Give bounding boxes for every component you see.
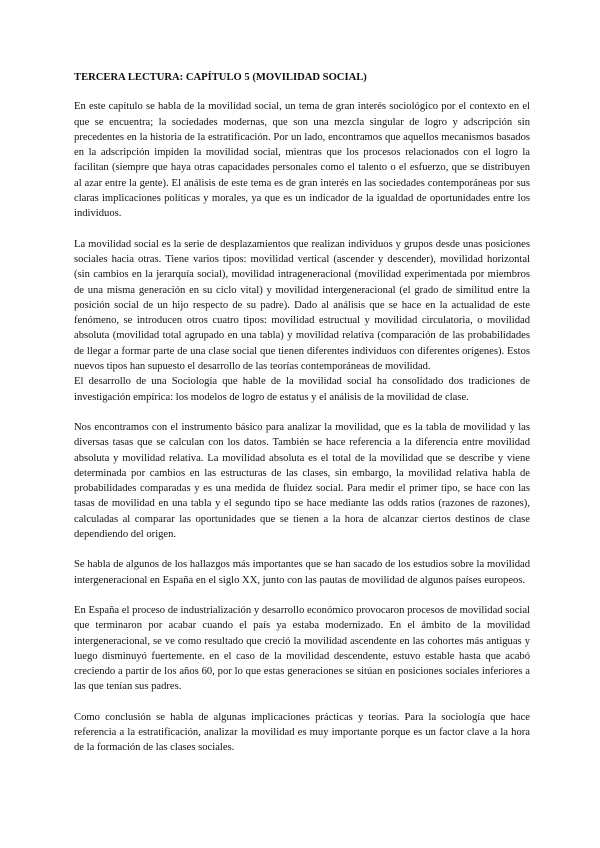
document-title: TERCERA LECTURA: CAPÍTULO 5 (MOVILIDAD SOCIAL): [74, 72, 367, 83]
paragraph-mobility-table: Nos encontramos con el instrumento básico para analizar la movilidad, que es la tabla de movilidad y las diversas tasas que se calculan con los datos. También se hace referencia a la diferencia entre movilidad absoluta y movilidad relativa. La movilidad absoluta es el total de la movilidad que se describe y viene determinada por cambios en las estructuras de las clases, sin embargo, la movilidad relativa habla de probabilidades comparadas y es una medida de fluidez social. Para medir el primer tipo, se hace con las tasas de movilidad en una tabla y el segundo tipo se hace mediante las odds ratios (razones de razones), calculadas al comparar las oportunidades que se tienen a la hora de alcanzar ciertos destinos de clase dependiendo del origen.: [74, 421, 530, 541]
paragraph-traditions: El desarrollo de una Sociología que hable de la movilidad social ha consolidado dos tradiciones de investigación empírica: los modelos de logro de estatus y el análisis de la movilidad de clase.: [74, 376, 530, 403]
paragraph-findings: Se habla de algunos de los hallazgos más importantes que se han sacado de los estudios sobre la movilidad intergeneracional en España en el siglo XX, junto con las pautas de movilidad de algunos países europeos.: [74, 559, 530, 586]
paragraph-definition: La movilidad social es la serie de desplazamientos que realizan individuos y grupos desde unas posiciones sociales hacia otras. Tiene varios tipos: movilidad vertical (ascender y descender), movilidad horizontal (sin cambios en la jerarquía social), movilidad intrageneracional (movilidad experimentada por miembros de una misma generación en su ciclo vital) y movilidad intergeneracional (el grado de similitud entre la posición social de un hijo respecto de su padre). Dado al análisis que se hace en la actualidad de este fenómeno, se introducen otros cuatro tipos: movilidad estructual y movilidad circulatoria, o movilidad absoluta (movilidad total agrupado en una tabla) y movilidad relativa (comparación de las probabilidades de llegar a formar parte de una clase social que tienen diferentes individuos con diferentes orígenes). Estos nuevos tipos han supuesto el desarrollo de las teorías contemporáneas de movilidad.: [74, 238, 530, 373]
paragraph-conclusion: Como conclusión se habla de algunas implicaciones prácticas y teorías. Para la sociología que hace referencia a la estratificación, analizar la movilidad es muy importante porque es un factor clave a la hora de la formación de las clases sociales.: [74, 711, 530, 754]
document-page: [74, 70, 530, 771]
paragraph-spain: En España el proceso de industrialización y desarrollo económico provocaron procesos de movilidad social que terminaron por acabar cuando el país ya estaba modernizado. En el ámbito de la movilidad intergeneracional, se ve como resultado que creció la movilidad ascendente en las cohortes más antiguas y luego disminuyó fuertemente. en el caso de la movilidad descendente, estuvo estable hasta que acabó creciendo a partir de los años 60, por lo que estas generaciones se sitúan en posiciones sociales inferiores a las que tenían sus padres.: [74, 604, 530, 693]
paragraph-intro: En este capítulo se habla de la movilidad social, un tema de gran interés sociológico por el contexto en el que se encuentra; la sociedades modernas, que son una mezcla singular de logro y adscripción sin precedentes en la historia de la estratificación. Por un lado, encontramos que aquellos mecanismos basados en la adscripción impiden la movilidad social, mientras que los procesos relacionados con el logro la facilitan (siempre que haya otras capacidades personales como el talento o el esfuerzo, que se distribuyen al azar entre la gente). El análisis de este tema es de gran interés en las sociedades contemporáneas por sus claras implicaciones políticas y morales, ya que es un indicador de la igualdad de oportunidades entre los individuos.: [74, 101, 530, 220]
